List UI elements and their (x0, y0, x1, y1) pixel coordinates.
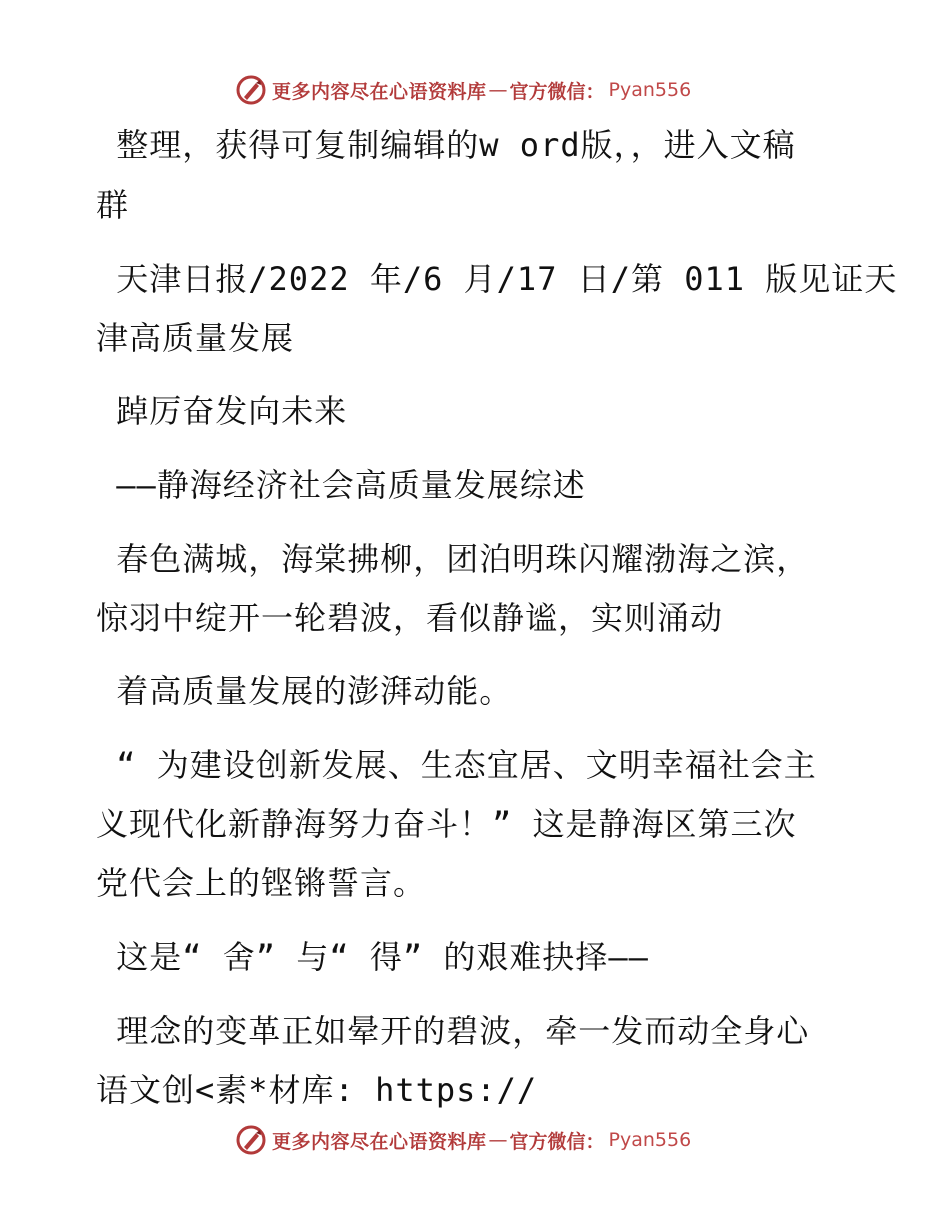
body-line: 着高质量发展的澎湃动能。 (96, 672, 513, 710)
header-wechat-id: Pyan556 (608, 79, 692, 101)
brand-logo-icon (236, 75, 266, 105)
header-banner (236, 72, 691, 108)
brand-logo-icon (236, 1125, 266, 1155)
body-line: “ 为建设创新发展、生态宜居、文明幸福社会主 (96, 746, 817, 784)
body-line: 义现代化新静海努力奋斗！” 这是静海区第三次 (96, 805, 797, 843)
body-line: 惊羽中绽开一轮碧波，看似静谧，实则涌动 (96, 599, 724, 637)
header-title: 更多内容尽在心语资料库 (272, 80, 487, 103)
body-line: 党代会上的铿锵誓言。 (96, 864, 427, 902)
body-line: ——静海经济社会高质量发展综述 (96, 466, 586, 504)
body-line: 整理，获得可复制编辑的w ord版，，进入文稿 (96, 126, 796, 164)
body-line: 语文创<素*材库: https:// (96, 1071, 538, 1109)
body-line: 这是“ 舍” 与“ 得” 的艰难抉择—— (96, 938, 649, 976)
body-line: 天津日报/2022 年/6 月/17 日/第 011 版见证天 (96, 260, 898, 298)
footer-separator: — (488, 1129, 508, 1151)
footer-wechat-label: 官方微信： (509, 1130, 605, 1153)
body-line: 理念的变革正如晕开的碧波，牵一发而动全身心 (96, 1012, 810, 1050)
footer-banner (236, 1122, 691, 1158)
header-wechat-label: 官方微信： (509, 80, 605, 103)
body-line: 津高质量发展 (96, 319, 295, 357)
body-line: 踔厉奋发向未来 (96, 392, 348, 430)
body-line: 春色满城，海棠拂柳，团泊明珠闪耀渤海之滨， (96, 540, 810, 578)
footer-title: 更多内容尽在心语资料库 (272, 1130, 487, 1153)
body-line: 群 (96, 186, 130, 224)
footer-wechat-id: Pyan556 (608, 1129, 692, 1151)
header-separator: — (488, 79, 508, 101)
